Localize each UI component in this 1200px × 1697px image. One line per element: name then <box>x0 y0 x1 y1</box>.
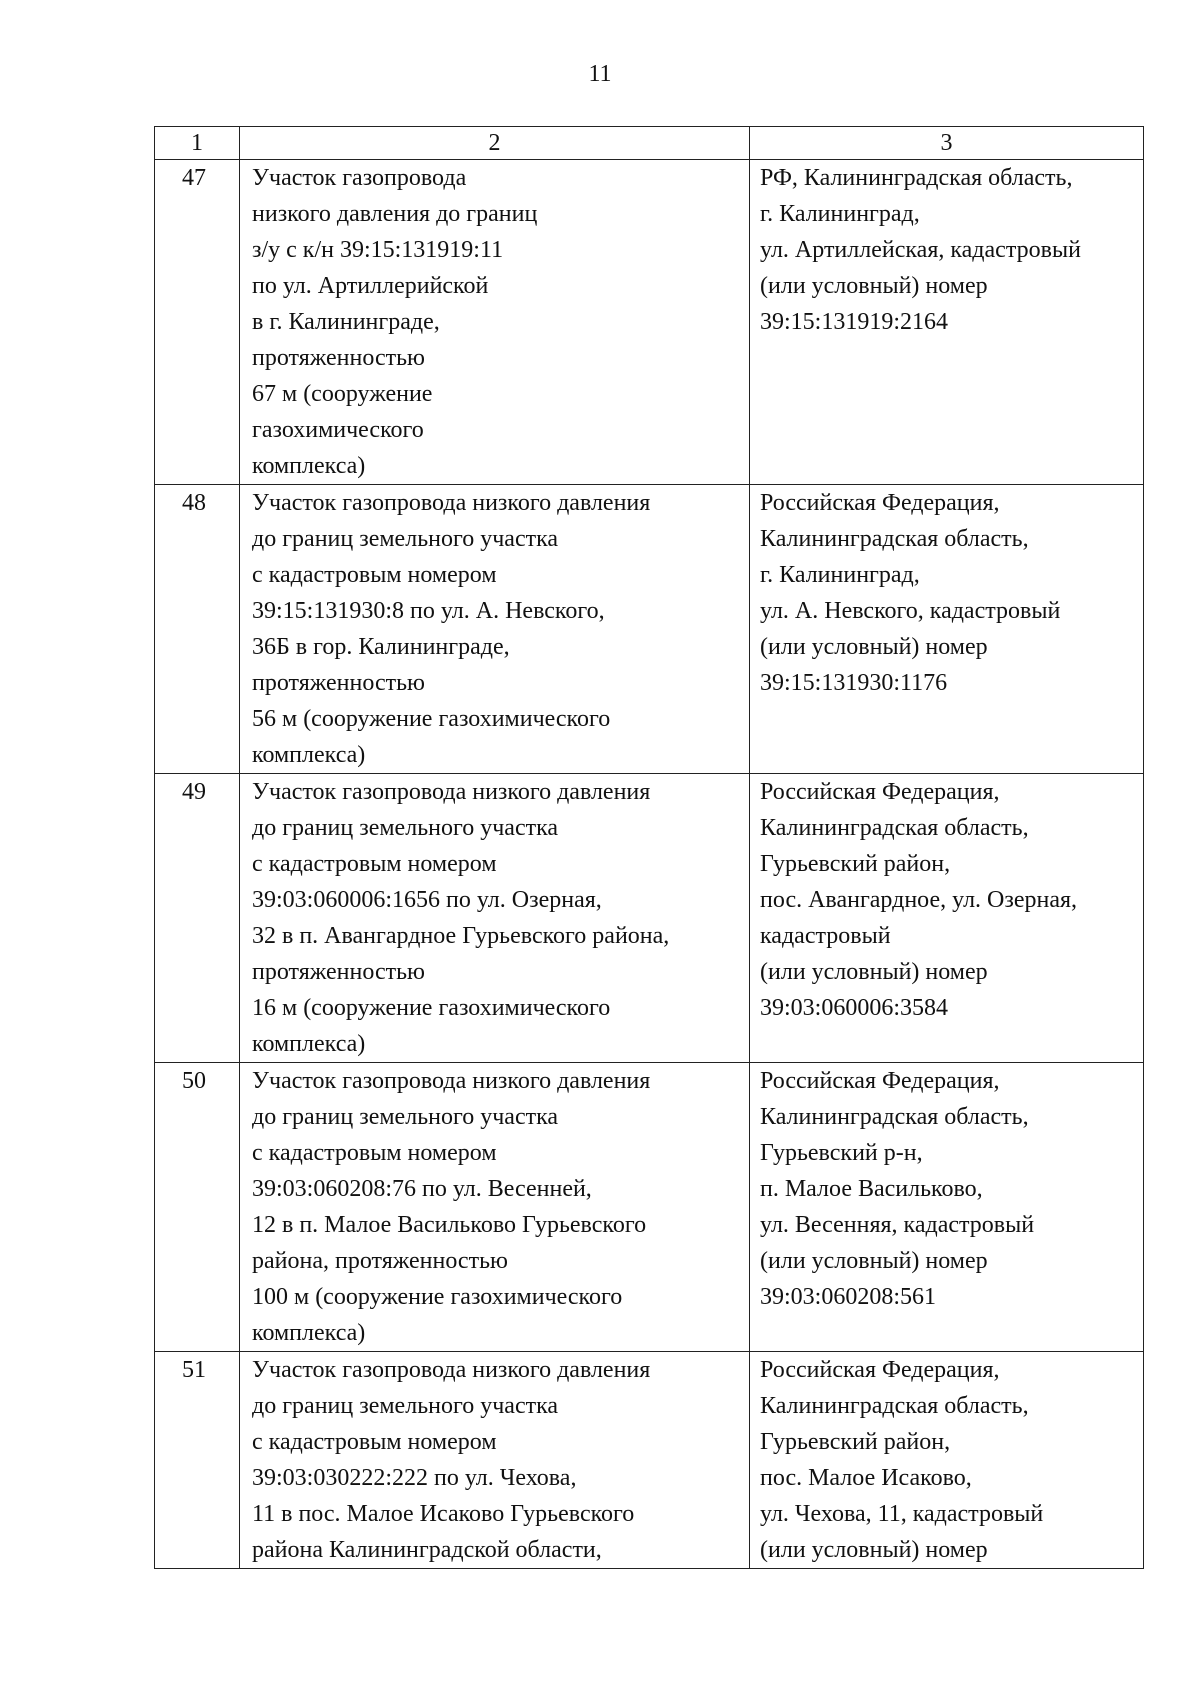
row-number: 50 <box>155 1063 240 1352</box>
table-row <box>155 774 1144 1063</box>
object-description-line: до границ земельного участка <box>252 815 559 841</box>
address-line: ул. Чехова, 11, кадастровый <box>760 1501 1044 1527</box>
address-line: Российская Федерация, <box>760 779 1000 805</box>
object-description-line: 67 м (сооружение <box>252 381 433 407</box>
address-line: (или условный) номер <box>760 1537 988 1563</box>
object-description-line: с кадастровым номером <box>252 851 497 877</box>
object-description-line: с кадастровым номером <box>252 1429 497 1455</box>
address-line: Гурьевский район, <box>760 851 951 877</box>
address-line: ул. Весенняя, кадастровый <box>760 1212 1035 1238</box>
object-description-line: 16 м (сооружение газохимического <box>252 995 611 1021</box>
address-line: (или условный) номер <box>760 959 988 985</box>
object-description-line: протяженностью <box>252 959 425 985</box>
object-description-line: района Калининградской области, <box>252 1537 602 1563</box>
table-row <box>155 485 1144 774</box>
object-description-line: в г. Калининграде, <box>252 309 440 335</box>
address-line: пос. Авангардное, ул. Озерная, <box>760 887 1078 913</box>
object-description-line: комплекса) <box>252 1320 366 1346</box>
object-description-line: 39:15:131930:8 по ул. А. Невского, <box>252 598 605 624</box>
object-description-line: комплекса) <box>252 453 366 479</box>
object-description-line: 39:03:060208:76 по ул. Весенней, <box>252 1176 592 1202</box>
address-line: кадастровый <box>760 923 891 949</box>
object-description-line: 36Б в гор. Калининграде, <box>252 634 510 660</box>
address-line: 39:15:131930:1176 <box>760 670 948 696</box>
object-description-line: протяженностью <box>252 345 425 371</box>
row-number: 51 <box>155 1352 240 1569</box>
address-line: п. Малое Васильково, <box>760 1176 983 1202</box>
object-description-line: Участок газопровода низкого давления <box>252 1068 651 1094</box>
row-number: 49 <box>155 774 240 1063</box>
table-header-row <box>155 127 1144 160</box>
address-line: Калининградская область, <box>760 1393 1029 1419</box>
address-cell <box>750 1352 1144 1569</box>
object-description-line: газохимического <box>252 417 424 443</box>
object-description-line: низкого давления до границ <box>252 201 538 227</box>
address-cell <box>750 160 1144 485</box>
registry-table <box>154 126 1144 1569</box>
object-description-cell <box>240 485 750 774</box>
address-cell <box>750 1063 1144 1352</box>
table-row <box>155 160 1144 485</box>
object-description-line: протяженностью <box>252 670 425 696</box>
header-col-1: 1 <box>155 127 240 160</box>
object-description-line: Участок газопровода низкого давления <box>252 779 651 805</box>
address-line: (или условный) номер <box>760 1248 988 1274</box>
address-line: Российская Федерация, <box>760 1357 1000 1383</box>
object-description-line: 39:03:060006:1656 по ул. Озерная, <box>252 887 602 913</box>
row-number: 47 <box>155 160 240 485</box>
address-line: Гурьевский р-н, <box>760 1140 923 1166</box>
object-description-line: Участок газопровода <box>252 165 467 191</box>
address-line: г. Калининград, <box>760 201 920 227</box>
address-line: Калининградская область, <box>760 1104 1029 1130</box>
address-line: ул. Артиллейская, кадастровый <box>760 237 1081 263</box>
address-cell <box>750 774 1144 1063</box>
object-description-line: 100 м (сооружение газохимического <box>252 1284 623 1310</box>
address-line: 39:03:060006:3584 <box>760 995 949 1021</box>
object-description-line: комплекса) <box>252 742 366 768</box>
object-description-line: 56 м (сооружение газохимического <box>252 706 611 732</box>
page-number: 11 <box>588 61 612 87</box>
address-cell <box>750 485 1144 774</box>
table-row <box>155 1352 1144 1569</box>
address-line: г. Калининград, <box>760 562 920 588</box>
header-col-3: 3 <box>750 127 1144 160</box>
address-line: ул. А. Невского, кадастровый <box>760 598 1061 624</box>
object-description-line: 12 в п. Малое Васильково Гурьевского <box>252 1212 647 1238</box>
object-description-line: с кадастровым номером <box>252 562 497 588</box>
address-line: Гурьевский район, <box>760 1429 951 1455</box>
header-col-2: 2 <box>240 127 750 160</box>
table-row <box>155 1063 1144 1352</box>
object-description-line: до границ земельного участка <box>252 1104 559 1130</box>
row-number: 48 <box>155 485 240 774</box>
object-description-line: до границ земельного участка <box>252 1393 559 1419</box>
object-description-cell <box>240 1352 750 1569</box>
object-description-line: до границ земельного участка <box>252 526 559 552</box>
object-description-line: Участок газопровода низкого давления <box>252 490 651 516</box>
address-line: (или условный) номер <box>760 273 988 299</box>
address-line: Российская Федерация, <box>760 490 1000 516</box>
object-description-line: 32 в п. Авангардное Гурьевского района, <box>252 923 670 949</box>
object-description-cell <box>240 774 750 1063</box>
object-description-line: комплекса) <box>252 1031 366 1057</box>
object-description-line: района, протяженностью <box>252 1248 508 1274</box>
address-line: Калининградская область, <box>760 526 1029 552</box>
address-line: (или условный) номер <box>760 634 988 660</box>
address-line: Калининградская область, <box>760 815 1029 841</box>
object-description-cell <box>240 1063 750 1352</box>
object-description-line: по ул. Артиллерийской <box>252 273 489 299</box>
address-line: 39:03:060208:561 <box>760 1284 937 1310</box>
object-description-line: 11 в пос. Малое Исаково Гурьевского <box>252 1501 635 1527</box>
address-line: РФ, Калининградская область, <box>760 165 1073 191</box>
address-line: пос. Малое Исаково, <box>760 1465 972 1491</box>
object-description-line: с кадастровым номером <box>252 1140 497 1166</box>
object-description-line: 39:03:030222:222 по ул. Чехова, <box>252 1465 577 1491</box>
address-line: Российская Федерация, <box>760 1068 1000 1094</box>
object-description-line: з/у с к/н 39:15:131919:11 <box>252 237 504 263</box>
address-line: 39:15:131919:2164 <box>760 309 949 335</box>
object-description-line: Участок газопровода низкого давления <box>252 1357 651 1383</box>
object-description-cell <box>240 160 750 485</box>
